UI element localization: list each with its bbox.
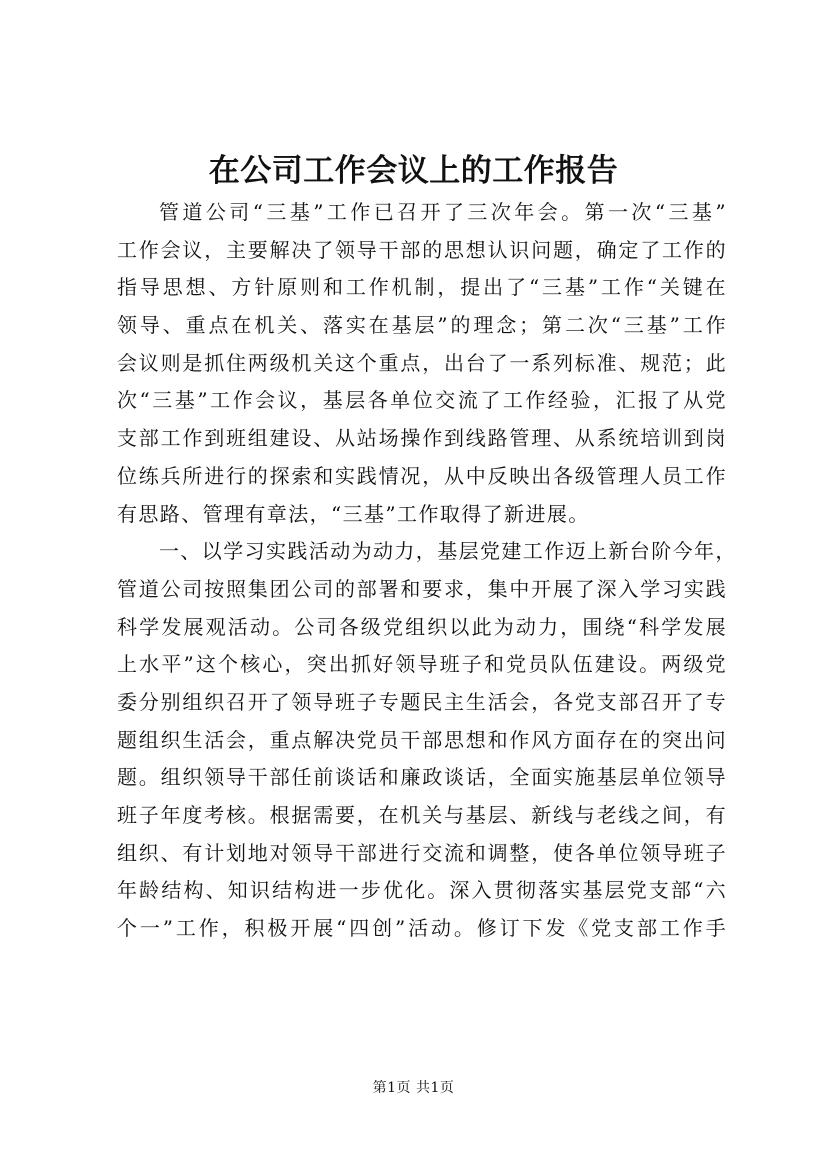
paragraph-2-line-1: 一、以学习实践活动为动力，基层党建工作迈上新台阶今年， xyxy=(159,539,737,564)
paragraph-2-line-9: 组织、有计划地对领导干部进行交流和调整，使各单位领导班子 xyxy=(117,840,727,865)
paragraph-1-line-9: 有思路、管理有章法，“三基”工作取得了新进展。 xyxy=(117,501,590,526)
paragraph-2-line-8: 班子年度考核。根据需要，在机关与基层、新线与老线之间，有 xyxy=(117,803,727,827)
paragraph-1-line-8: 位练兵所进行的探索和实践情况，从中反映出各级管理人员工作 xyxy=(117,463,727,488)
paragraph-2-line-4: 上水平”这个核心，突出抓好领导班子和党员队伍建设。两级党 xyxy=(117,652,727,677)
paragraph-1-line-5: 会议则是抓住两级机关这个重点，出台了一系列标准、规范；此 xyxy=(117,350,727,375)
paragraph-2-line-10: 年龄结构、知识结构进一步优化。深入贯彻落实基层党支部“六 xyxy=(117,878,727,903)
paragraph-2-line-11: 个一”工作，积极开展“四创”活动。修订下发《党支部工作手 xyxy=(117,916,727,941)
paragraph-2-line-7: 题。组织领导干部任前谈话和廉政谈话，全面实施基层单位领导 xyxy=(117,765,727,790)
paragraph-2-line-6: 题组织生活会，重点解决党员干部思想和作风方面存在的突出问 xyxy=(117,727,727,752)
paragraph-1-line-1: 管道公司“三基”工作已召开了三次年会。第一次“三基” xyxy=(159,200,727,224)
document-body xyxy=(117,194,737,948)
paragraph-2-line-2: 管道公司按照集团公司的部署和要求，集中开展了深入学习实践 xyxy=(117,576,727,601)
paragraph-2-line-3: 科学发展观活动。公司各级党组织以此为动力，围绕“科学发展 xyxy=(117,614,727,639)
paragraph-1-line-2: 工作会议，主要解决了领导干部的思想认识问题，确定了工作的 xyxy=(117,237,727,262)
paragraph-1-line-3: 指导思想、方针原则和工作机制，提出了“三基”工作“关键在 xyxy=(117,275,727,300)
paragraph-2-line-5: 委分别组织召开了领导班子专题民主生活会，各党支部召开了专 xyxy=(117,689,727,714)
paragraph-1-line-6: 次“三基”工作会议，基层各单位交流了工作经验，汇报了从党 xyxy=(117,388,727,413)
paragraph-1-line-7: 支部工作到班组建设、从站场操作到线路管理、从系统培训到岗 xyxy=(117,426,727,451)
page-footer: 第1页 共1页 xyxy=(372,1080,455,1096)
paragraph-1-line-4: 领导、重点在机关、落实在基层”的理念；第二次“三基”工作 xyxy=(117,313,727,338)
document-title: 在公司工作会议上的工作报告 xyxy=(208,153,619,189)
